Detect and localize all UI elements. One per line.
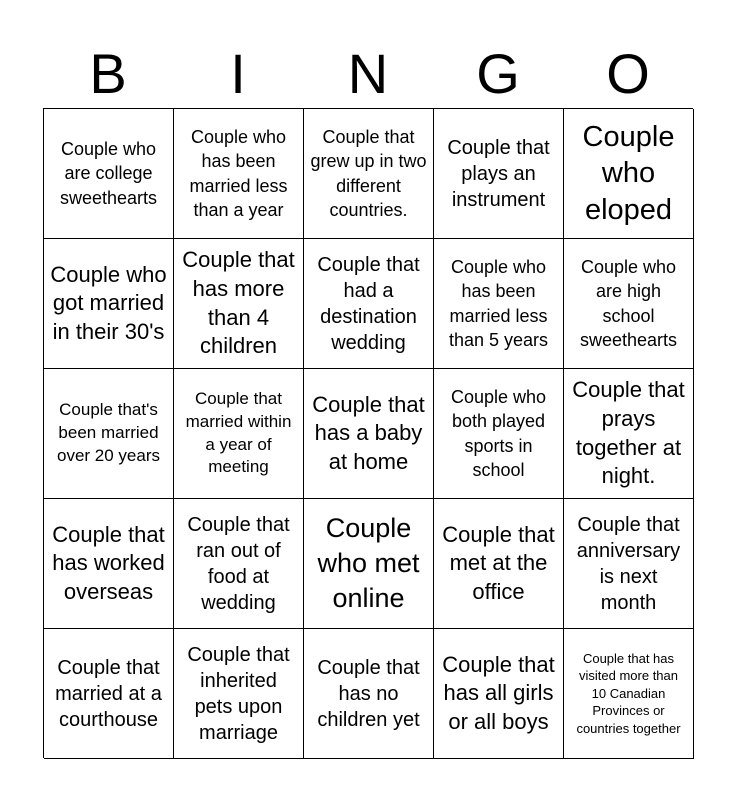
bingo-cell-text: Couple that has visited more than 10 Canadian Provinces or countries together xyxy=(576,650,681,736)
bingo-cell-r3-c5[interactable] xyxy=(564,369,694,499)
bingo-cell-r2-c2[interactable] xyxy=(174,239,304,369)
bingo-cell-text: Couple that plays an instrument xyxy=(447,136,550,211)
bingo-cell-r2-c4[interactable] xyxy=(434,239,564,369)
bingo-cell-text: Couple who got married in their 30's xyxy=(50,261,167,344)
bingo-cell-r1-c4[interactable] xyxy=(434,109,564,239)
bingo-cell-text: Couple that prays together at night. xyxy=(572,377,685,489)
bingo-cell-text: Couple who has been married less than 5 years xyxy=(448,256,549,350)
bingo-cell-text: Couple who has been married less than a year xyxy=(189,126,288,220)
bingo-cell-text: Couple that has worked overseas xyxy=(52,521,165,604)
bingo-cell-r4-c2[interactable] xyxy=(174,499,304,629)
bingo-cell-text: Couple that met at the office xyxy=(442,521,555,604)
bingo-cell-text: Couple who eloped xyxy=(582,121,675,226)
header-letter-n: N xyxy=(347,42,389,105)
bingo-cell-text: Couple who are high school sweethearts xyxy=(579,256,678,350)
bingo-cell-text: Couple that grew up in two different countries. xyxy=(310,126,427,220)
bingo-cell-text: Couple that had a destination wedding xyxy=(317,253,420,354)
bingo-cell-r5-c3[interactable] xyxy=(304,629,434,759)
bingo-cell-text: Couple that married within a year of meeting xyxy=(185,388,292,477)
bingo-cell-r4-c5[interactable] xyxy=(564,499,694,629)
bingo-cell-text: Couple who are college sweethearts xyxy=(59,139,158,208)
bingo-cell-text: Couple that married at a courthouse xyxy=(55,656,162,731)
bingo-cell-r2-c3[interactable] xyxy=(304,239,434,369)
header-letter-g: G xyxy=(476,42,520,105)
bingo-cell-r2-c5[interactable] xyxy=(564,239,694,369)
bingo-cell-r4-c3[interactable] xyxy=(304,499,434,629)
bingo-cell-r5-c4[interactable] xyxy=(434,629,564,759)
bingo-cell-text: Couple that inherited pets upon marriage xyxy=(187,643,290,744)
header-letter-b: B xyxy=(89,42,127,105)
bingo-cell-r1-c2[interactable] xyxy=(174,109,304,239)
bingo-cell-text: Couple that anniversary is next month xyxy=(576,513,681,614)
bingo-cell-text: Couple that's been married over 20 years xyxy=(57,400,160,465)
bingo-cell-r1-c1[interactable] xyxy=(44,109,174,239)
bingo-cell-r3-c1[interactable] xyxy=(44,369,174,499)
bingo-header xyxy=(43,40,693,108)
bingo-cell-r3-c4[interactable] xyxy=(434,369,564,499)
bingo-cell-r5-c2[interactable] xyxy=(174,629,304,759)
bingo-cell-r4-c4[interactable] xyxy=(434,499,564,629)
bingo-cell-r3-c3[interactable] xyxy=(304,369,434,499)
bingo-board xyxy=(43,108,693,758)
bingo-cell-text: Couple who met online xyxy=(317,512,420,614)
bingo-cell-text: Couple that has more than 4 children xyxy=(182,247,295,359)
bingo-cell-text: Couple who both played sports in school xyxy=(450,386,547,480)
bingo-cell-text: Couple that has a baby at home xyxy=(312,391,425,474)
bingo-cell-text: Couple that has all girls or all boys xyxy=(442,651,555,734)
bingo-cell-text: Couple that ran out of food at wedding xyxy=(187,513,290,614)
bingo-cell-r2-c1[interactable] xyxy=(44,239,174,369)
bingo-cell-r1-c3[interactable] xyxy=(304,109,434,239)
bingo-cell-text: Couple that has no children yet xyxy=(317,656,420,731)
bingo-cell-r5-c1[interactable] xyxy=(44,629,174,759)
bingo-cell-r1-c5[interactable] xyxy=(564,109,694,239)
bingo-cell-r5-c5[interactable] xyxy=(564,629,694,759)
bingo-cell-r4-c1[interactable] xyxy=(44,499,174,629)
header-letter-o: O xyxy=(606,42,650,105)
bingo-cell-r3-c2[interactable] xyxy=(174,369,304,499)
header-letter-i: I xyxy=(230,42,246,105)
